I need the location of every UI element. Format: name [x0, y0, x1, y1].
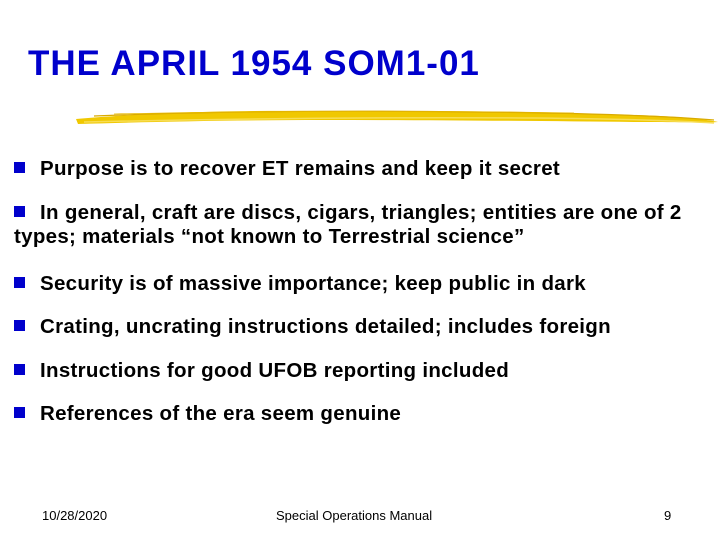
bullet-text: References of the era seem genuine	[40, 402, 402, 425]
bullet-square-icon	[14, 206, 25, 217]
bullet-square-icon	[14, 277, 25, 288]
bullet-square-icon	[14, 407, 25, 418]
footer-page-number: 9	[664, 508, 672, 523]
bullet-item	[14, 201, 704, 249]
bullet-item	[14, 272, 586, 296]
title-underline-brushstroke	[74, 104, 720, 130]
slide-title: THE APRIL 1954 SOM1-01	[28, 44, 480, 83]
bullet-item	[14, 402, 401, 426]
bullet-text: Crating, uncrating instructions detailed; includes foreign	[40, 315, 611, 338]
bullet-item	[14, 157, 560, 181]
bullet-text: Purpose is to recover ET remains and keep it secret	[40, 157, 561, 180]
bullet-text: Security is of massive importance; keep public in dark	[40, 272, 586, 295]
footer-title: Special Operations Manual	[276, 508, 433, 523]
footer-date: 10/28/2020	[42, 508, 108, 523]
bullet-square-icon	[14, 320, 25, 331]
bullet-item	[14, 315, 611, 339]
bullet-text: Instructions for good UFOB reporting included	[40, 359, 510, 382]
bullet-text: In general, craft are discs, cigars, triangles; entities are one of 2 types; materials “not known to Terrestrial science”	[14, 201, 682, 248]
bullet-item	[14, 359, 509, 383]
bullet-square-icon	[14, 364, 25, 375]
bullet-square-icon	[14, 162, 25, 173]
